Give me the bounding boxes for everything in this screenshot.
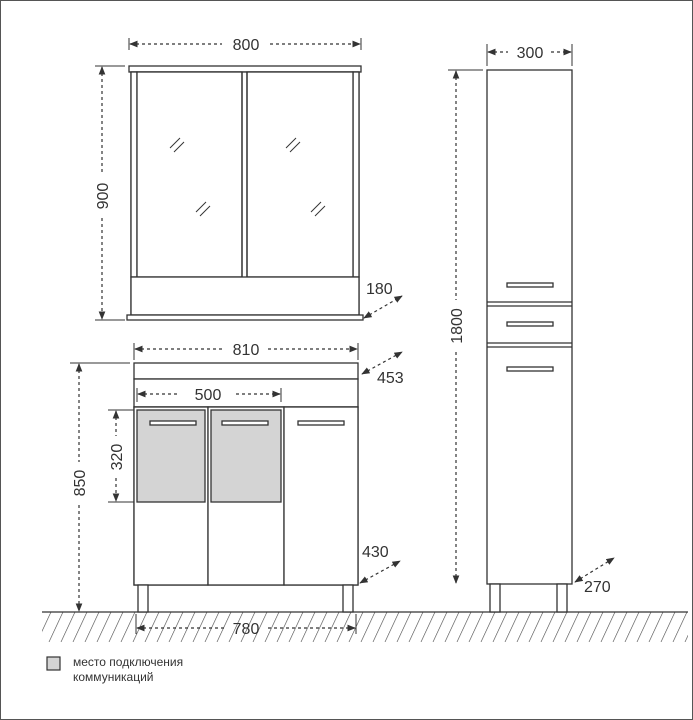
- label-cabinet-body-depth: 430: [362, 544, 389, 561]
- legend: [47, 655, 183, 684]
- dimension-column-height: [448, 70, 483, 583]
- mirror-cabinet: [127, 66, 363, 320]
- vanity-leg-left: [138, 585, 148, 612]
- legend-line-2: коммуникаций: [73, 670, 154, 684]
- dimension-cabinet-height: [70, 363, 130, 611]
- vanity-cabinet: [134, 363, 358, 612]
- label-mirror-height: 900: [95, 182, 112, 210]
- label-column-width: 300: [516, 45, 544, 62]
- label-mirror-depth: 180: [366, 281, 393, 298]
- column-leg-left: [490, 584, 500, 612]
- dimension-mirror-width: [129, 37, 361, 54]
- dimension-cabinet-top-depth: [362, 352, 404, 387]
- vanity-leg-right: [343, 585, 353, 612]
- label-cabinet-leg-span: 780: [232, 621, 260, 638]
- label-connection-zone-width: 500: [194, 387, 222, 404]
- tall-column: [487, 70, 572, 612]
- dimension-column-width: [487, 44, 572, 66]
- column-leg-right: [557, 584, 567, 612]
- label-connection-zone-height: 320: [109, 443, 126, 471]
- label-cabinet-top-width: 810: [232, 342, 260, 359]
- label-cabinet-top-depth: 453: [377, 370, 404, 387]
- label-mirror-width: 800: [232, 37, 260, 54]
- dimension-cabinet-top-width: [134, 342, 358, 360]
- legend-line-1: место подключения: [73, 655, 184, 669]
- legend-swatch: [47, 657, 60, 670]
- dimension-mirror-height: [95, 66, 125, 320]
- label-cabinet-height: 850: [72, 469, 89, 497]
- dimension-column-depth: [575, 558, 614, 596]
- label-column-depth: 270: [584, 579, 611, 596]
- dimension-cabinet-body-depth: [360, 544, 400, 583]
- label-column-height: 1800: [449, 308, 466, 344]
- floor-hatch: [42, 612, 688, 642]
- dimension-mirror-depth: [364, 281, 402, 318]
- dimension-connection-zone-height: [108, 410, 134, 502]
